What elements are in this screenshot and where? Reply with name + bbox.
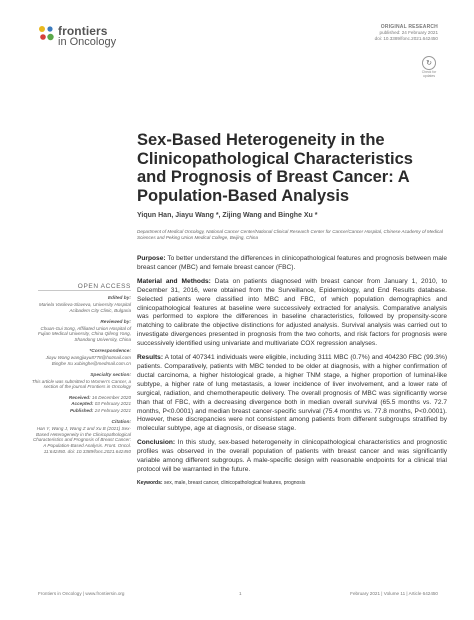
edited-by-text: Mariela Vasileva-Slaveva, University Hospital Acibadem City Clinic, Bulgaria: [39, 302, 131, 313]
footer-issue: February 2021 | Volume 11 | Article 642450: [350, 591, 438, 596]
correspondence-heading: *Correspondence:: [89, 348, 131, 354]
abstract-purpose: Purpose: To better understand the differences in clinicopathological features and prognosis between male breast cancer (MBC) and female breast cancer (FBC).: [137, 255, 447, 271]
journal-name: frontiers: [58, 24, 108, 38]
frontiers-logo-icon: [38, 25, 56, 43]
open-access-label: OPEN ACCESS: [77, 283, 131, 290]
keywords: Keywords: sex, male, breast cancer, clinicopathological features, prognosis: [137, 479, 306, 486]
page-footer: [38, 591, 438, 599]
affiliation: Department of Medical Oncology, National Cancer Center/National Clinical Research Center for Cancer/Cancer Hospital, Chinese Academy of Medical Sciences and Peking Union Medical College, Beijing, China: [137, 229, 443, 240]
received-row: Received: 16 December 2020: [68, 395, 131, 401]
page-number: 1: [239, 591, 242, 596]
check-label-2: updates: [422, 74, 436, 78]
article-dates: [31, 395, 131, 414]
citation-heading: Citation:: [111, 419, 131, 425]
abstract: [137, 255, 447, 486]
reviewed-by-heading: Reviewed by:: [100, 319, 131, 325]
article-type: ORIGINAL RESEARCH: [380, 24, 438, 30]
journal-logo: [38, 24, 148, 50]
author-list: Yiqun Han, Jiayu Wang *, Zijing Wang and Binghe Xu *: [137, 212, 318, 219]
doi[interactable]: doi: 10.3389/fonc.2021.642450: [374, 35, 438, 41]
reviewed-by-text: Chuan-Gui Song, Affiliated Union Hospital of Fujian Medical University, China Qifeng Yang, Shandong University, China: [38, 325, 131, 343]
journal-subname: in Oncology: [58, 36, 117, 48]
published-date: published: 24 February 2021: [379, 30, 438, 35]
check-for-updates-badge[interactable]: [420, 56, 438, 78]
correspondence-text[interactable]: Jiayu Wang wangjiayu8778@hotmail.com Binghe Xu xubinghe@medmail.com.cn: [45, 354, 131, 366]
specialty-text: This article was submitted to Women's Cancer, a section of the journal Frontiers in Oncology: [31, 378, 131, 390]
refresh-icon: ↻: [422, 56, 436, 70]
footer-journal[interactable]: Frontiers in Oncology | www.frontiersin.org: [38, 591, 125, 596]
citation-text: Han Y, Wang J, Wang Z and Xu B (2021) Sex-Based Heterogeneity in the Clinicopathological Characteristics and Prognosis of Breast Cancer: A Population-Based Analysis. Front. Oncol. 11:642450. doi: 10.3389/fonc.2021.642450: [32, 425, 131, 454]
abstract-conclusion: Conclusion: In this study, sex-based heterogeneity in clinicopathological characteristics and prognostic profiles was observed in the overall population of patients with breast cancer and was significantly variable among different subgroups. A male-specific design with reasonable endpoints for a clinical trial protocol will be warranted in the future.: [137, 439, 447, 473]
abstract-results: Results: A total of 407341 individuals were eligible, including 3111 MBC (0.7%) and 404230 FBC (99.3%) patients. Comparatively, patients with MBC tended to be older at diagnosis, with a higher confirmation of ductal carcinoma, a higher histological grade, a higher TNM stage, a higher proportion of luminal-like subtype, a higher rate of lung metastasis, a lower incidence of liver involvement, and a lower rate of surgical, radiation, and chemotherapeutic delivery. The overall prognosis of MBC was significantly worse than that of FBC, with a decreasing divergence both in median overall survival (65.5 months vs. 72.7 months, P<0.0001) and median breast cancer-specific survival (75.4 months vs. 77.8 months, P<0.0001). However, these discrepancies were not consistent among patients from different subgroups stratified by molecular subtype, age at diagnosis, or disease stage.: [137, 354, 448, 433]
abstract-methods: Material and Methods: Data on patients diagnosed with breast cancer from January 1, 2010, to December 31, 2016, were obtained from the Surveillance, Epidemiology, and End Results database. Selected patients were classified into MBC and FBC, of which population demographics and clinicopathological features at baseline were successively extracted for analysis. Comparative analysis was performed to explore the differences in baseline characteristics, followed by propensity-score matching to calibrate the objective distinctions for adjusted analysis. Survival analysis was carried out to investigate divergences presented in prognosis from the two cohorts, and risk factors for prognosis were successively identified using univariate and multivariate COX regression analyses.: [137, 277, 447, 348]
check-label-1: Check for: [421, 70, 437, 74]
specialty-heading: Specialty section:: [90, 372, 131, 378]
accepted-row: Accepted: 03 February 2021: [71, 401, 131, 407]
published-row: Published: 24 February 2021: [69, 407, 131, 413]
article-title: Sex-Based Heterogeneity in the Clinicopathological Characteristics and Prognosis of Breast Cancer: A Population-Based Analysis: [137, 131, 413, 205]
edited-by-heading: Edited by:: [107, 296, 131, 301]
article-meta: [375, 24, 438, 41]
article-sidebar: [31, 280, 131, 455]
